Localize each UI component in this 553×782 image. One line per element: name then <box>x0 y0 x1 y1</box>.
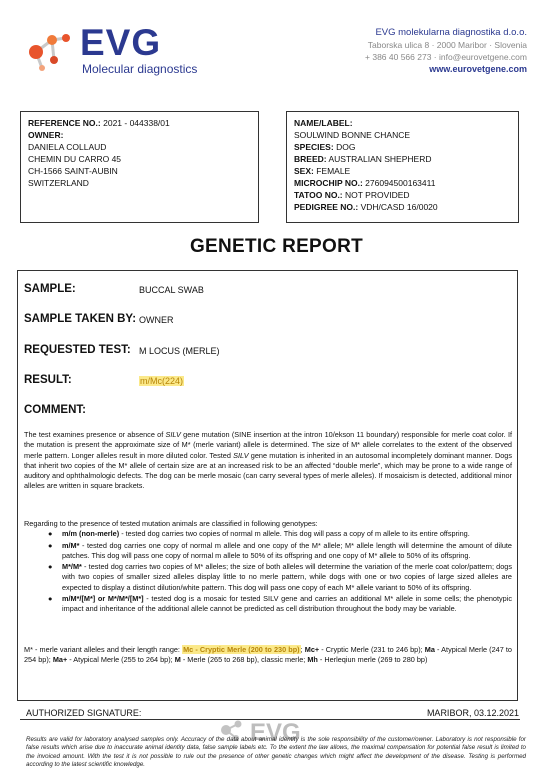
animal-field: SPECIES: DOG <box>294 142 356 152</box>
animal-field: MICROCHIP NO.: 276094500163411 <box>294 178 436 188</box>
company-info <box>365 27 527 75</box>
animal-field: PEDIGREE NO.: VDH/CASD 16/0020 <box>294 202 438 212</box>
reference-label: REFERENCE NO.: <box>28 118 101 128</box>
bullet-icon: ● <box>48 594 53 604</box>
list-item: ● m/M* - tested dog carries one copy of normal m allele and one copy of the M* allele; M* allele length will determine the amount of dilute patches. This dog will pass one copy of normal m allele to 50% of its offspring and one copy of M* allele to 50% of its offspring. <box>48 540 512 560</box>
letterhead <box>0 0 553 92</box>
list-item: ● m/m (non-merle) - tested dog carries two copies of normal m allele. This dog will pass a copy of m allele to its entire offspring. <box>48 529 470 539</box>
genotype-list <box>24 529 512 614</box>
allele-highlight: Mc - Cryptic Merle (200 to 230 bp) <box>183 645 300 654</box>
disclaimer-footer: Results are valid for laboratory analysed samples only. Accuracy of the data about animal identity is the sole responsibility of the customer/owner. Laboratory is not responsible for false results which arise due to inaccurate animal identity data, false sample labels etc. To the extent the law allows, the maximal compensation for potential false result is limited to the invoiced amount. With the test it is not possible to rule out the presence of other genetic changes which might affect the development of the disease. Testing is performed according to the latest scientific knowledge. <box>26 736 526 768</box>
company-address: Taborska ulica 8 · 2000 Maribor · Slovenia <box>367 40 527 50</box>
owner-line: CH-1566 SAINT-AUBIN <box>28 166 118 176</box>
animal-field: BREED: AUSTRALIAN SHEPHERD <box>294 154 432 164</box>
list-item: ● M*/M* - tested dog carries two copies of M* alleles; the size of both alleles will determine the variation of the merle coat color/pattern; dogs with two copies of smaller sized alleles display little to no merle pattern, while dogs with one or two copies of large sized alleles are expected to display a distinct dilution/white pattern. This dog will pass one copy of each M* allele variant to 50% of its offspring. <box>48 562 512 592</box>
animal-info-box <box>286 111 519 223</box>
bullet-icon: ● <box>48 529 53 539</box>
list-item: ● m/M*/[M*] or M*/M*/[M*] - tested dog is a mosaic for tested SILV gene and carries an additional M* allele in some cells; the phenotypic impact and inheritance of the additional allele cannot be predicted as cell distribution throughout the body may be variable. <box>48 594 512 614</box>
company-phone: + 386 40 566 273 · info@eurovetgene.com <box>365 52 527 62</box>
bullet-icon: ● <box>48 562 53 572</box>
genotype-intro: Regarding to the presence of tested mutation animals are classified in following genotypes: <box>24 519 318 528</box>
allele-legend: M* - merle variant alleles and their length range: Mc - Cryptic Merle (200 to 230 bp); Mc+ - Cryptic Merle (231 to 246 bp); Ma - Atypical Merle (247 to 254 bp); Ma+ - Atypical Merle (255 to 264 bp); M - Merle (265 to 268 bp), classic merle; Mh - Herleqiun merle (269 to 280 bp) <box>24 645 512 665</box>
place-date: MARIBOR, 03.12.2021 <box>426 708 519 718</box>
molecule-logo-icon <box>26 26 80 76</box>
sample-value: BUCCAL SWAB <box>139 285 204 295</box>
genotype-section <box>24 519 512 616</box>
company-website[interactable]: www.eurovetgene.com <box>429 64 527 74</box>
owner-line: CHEMIN DU CARRO 45 <box>28 154 122 164</box>
owner-line: SWITZERLAND <box>28 178 89 188</box>
owner-info-box <box>20 111 259 223</box>
sample-taken-label: SAMPLE TAKEN BY: <box>24 313 137 325</box>
logo-subtitle: Molecular diagnostics <box>82 62 198 76</box>
sample-taken-value: OWNER <box>139 315 174 325</box>
owner-label: OWNER: <box>28 130 64 140</box>
result-value: m/Mc(224) <box>140 376 184 386</box>
animal-name: SOULWIND BONNE CHANCE <box>294 130 411 140</box>
sample-label: SAMPLE: <box>24 283 76 295</box>
signature-label: AUTHORIZED SIGNATURE: <box>26 708 142 718</box>
reference-value: 2021 - 044338/01 <box>103 118 170 128</box>
page-title: GENETIC REPORT <box>189 236 364 257</box>
result-label: RESULT: <box>24 374 72 386</box>
comment-label: COMMENT: <box>24 404 86 416</box>
requested-test-label: REQUESTED TEST: <box>24 344 131 356</box>
reference-line <box>28 117 251 129</box>
svg-text:EVG: EVG <box>250 719 301 746</box>
animal-field: NAME/LABEL: <box>294 118 353 128</box>
animal-field: TATOO NO.: NOT PROVIDED <box>294 190 410 200</box>
owner-line: DANIELA COLLAUD <box>28 142 107 152</box>
report-box <box>17 270 518 701</box>
logo-text: EVG <box>80 22 162 63</box>
company-name: EVG molekularna diagnostika d.o.o. <box>375 27 527 38</box>
animal-field: SEX: FEMALE <box>294 166 351 176</box>
comment-paragraph: The test examines presence or absence of SILV gene mutation (SINE insertion at the intron 10/ekson 11 boundary) responsible for merle coat color. If the mutation is present the approximate size of M* (merle variant) allele is determined. The size of M* allele correlates to the extent of the observed merle pattern. Longer alleles result in more diluted color. Tested SILV gene mutation is inherited in an autosomal incompletely dominant manner. Dogs that inherit two copies of the M* allele of certain size are at an increased risk to be an affected “double merle”, which may be prone to a wide range of auditory and ophthalmologic defects. The dog can be merle mosaic (can carry several types of merle alleles). If mosaicism is detected, additional minor alleles are written in square brackets. <box>24 430 513 491</box>
bullet-icon: ● <box>48 540 53 550</box>
requested-test-value: M LOCUS (MERLE) <box>139 346 220 356</box>
